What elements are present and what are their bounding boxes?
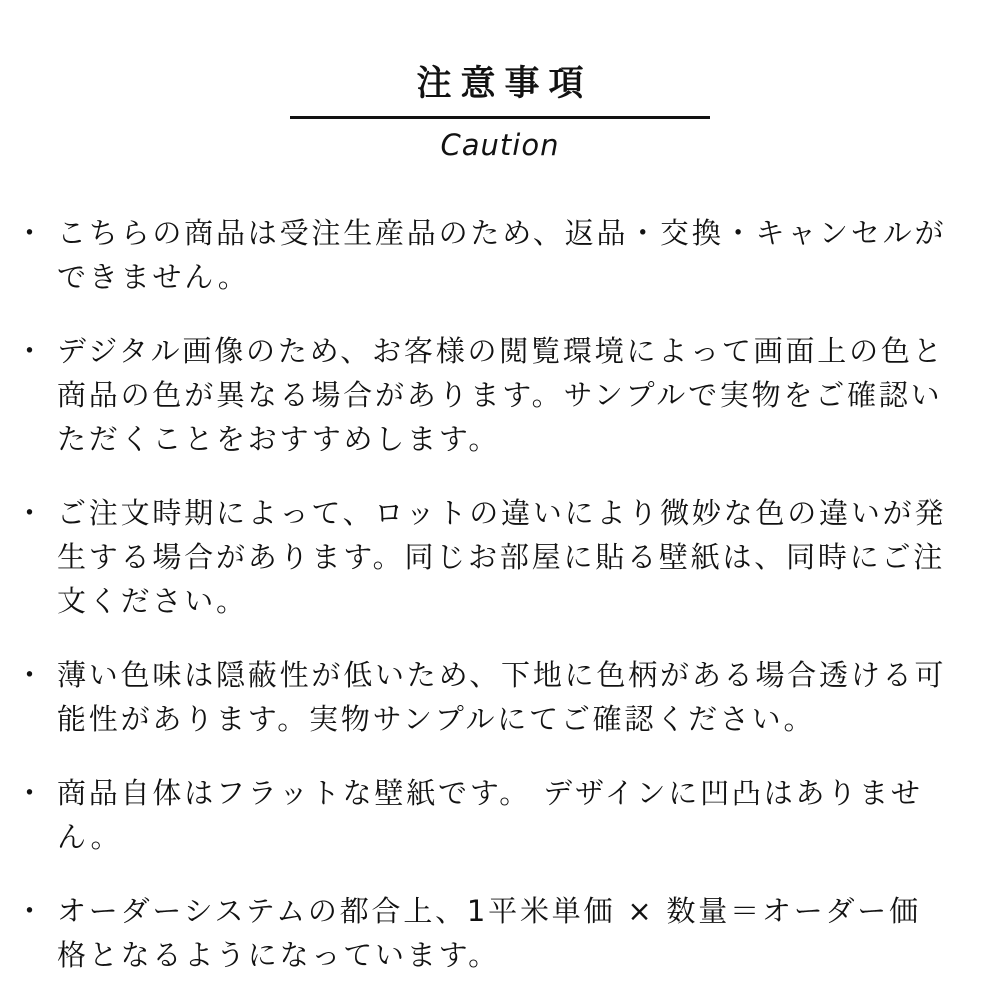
caution-item-text: ご注文時期によって、ロットの違いにより微妙な色の違いが発生する場合があります。同じお部屋に貼る壁紙は、同時にご注文ください。 [57,496,947,618]
caution-list-item [15,653,950,741]
caution-list-item [15,329,950,461]
bullet-dot-icon: ・ [15,496,47,530]
bullet-dot-icon: ・ [15,334,47,368]
bullet-dot-icon: ・ [15,216,47,250]
caution-item-text: こちらの商品は受注生産品のため、返品・交換・キャンセルができません。 [57,216,947,294]
caution-item-text: 商品自体はフラットな壁紙です。 デザインに凹凸はありません。 [57,776,923,854]
bullet-dot-icon: ・ [15,658,47,692]
caution-item-text: 薄い色味は隠蔽性が低いため、下地に色柄がある場合透ける可能性があります。実物サンプルにてご確認ください。 [57,658,947,736]
caution-header [0,0,1000,165]
page-title: 注意事項 [416,64,593,104]
bullet-dot-icon: ・ [15,776,47,810]
caution-item-text: オーダーシステムの都合上、1平米単価 × 数量＝オーダー価格となるようになっています。 [57,894,921,972]
caution-item-text: デジタル画像のため、お客様の閲覧環境によって画面上の色と商品の色が異なる場合があります。サンプルで実物をご確認いただくことをおすすめします。 [57,334,945,456]
caution-list-item [15,771,950,859]
title-divider [290,116,710,119]
caution-list-item [15,889,950,977]
caution-list-item [15,211,950,299]
caution-list-item [15,491,950,623]
bullet-dot-icon: ・ [15,894,47,928]
page-subtitle: Caution [440,128,560,162]
caution-list [0,211,1000,977]
